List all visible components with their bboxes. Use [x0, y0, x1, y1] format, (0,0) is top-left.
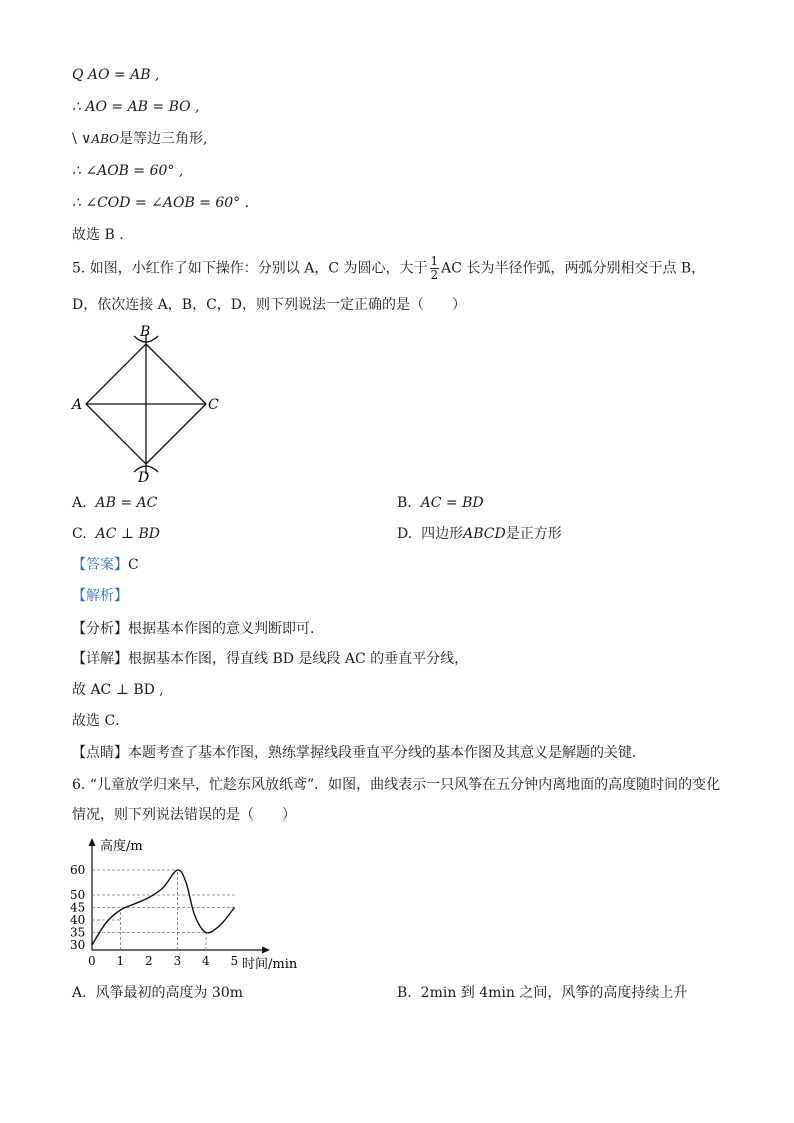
- q6-stem-line-1: 6. “儿童放学归来早，忙趁东风放纸鸢”．如图，曲线表示一只风筝在五分钟内离地面的高度随时间的变化: [72, 777, 721, 793]
- q5-detail: 【详解】根据基本作图，得直线 BD 是线段 AC 的垂直平分线，: [72, 651, 469, 667]
- solution-line-1: Q AO = AB ,: [72, 67, 160, 83]
- solution-line-4: ∴ ∠AOB = 60° ,: [72, 163, 184, 179]
- q5-stem-line-1: 5. 如图，小红作了如下操作：分别以 A，C 为圆心，大于 $\frac{1}{2}$ AC 长为半径作弧，两弧分别相交于点 B，: [72, 254, 706, 282]
- fraction-one-half: $\frac{1}{2}$: [430, 254, 439, 282]
- x-tick-label-3: 3: [173, 954, 182, 968]
- q5-analysis-heading: 【解析】: [72, 588, 128, 604]
- x-tick-label-5: 5: [230, 954, 239, 968]
- q5-rhombus-figure: [68, 322, 228, 487]
- x-tick-label-1: 1: [116, 954, 125, 968]
- label-B: B: [140, 324, 151, 340]
- q6-option-b[interactable]: B. 2min 到 4min 之间，风筝的高度持续上升: [397, 985, 688, 1001]
- q5-stem-line-2: D，依次连接 A，B，C，D，则下列说法一定正确的是（ ）: [72, 297, 467, 313]
- side-cd: [146, 404, 206, 464]
- q5-answer: 【答案】C: [72, 557, 139, 573]
- side-da: [86, 404, 146, 464]
- y-tick-label-50: 50: [70, 888, 86, 902]
- side-ab: [86, 344, 146, 404]
- x-axis-title: 时间/min: [242, 957, 298, 972]
- q5-therefore: 故 AC ⊥ BD ,: [72, 682, 164, 698]
- y-axis-arrow: [89, 838, 96, 846]
- q6-option-a[interactable]: A. 风筝最初的高度为 30m: [72, 985, 244, 1001]
- x-axis-arrow: [262, 947, 270, 954]
- y-tick-label-30: 30: [70, 938, 86, 952]
- q5-option-d[interactable]: D. 四边形ABCD是正方形: [397, 526, 562, 542]
- q5-fenxi: 【分析】根据基本作图的意义判断即可．: [72, 621, 324, 637]
- solution-line-6: 故选 B .: [72, 227, 124, 243]
- q5-option-a[interactable]: A. AB = AC: [72, 495, 158, 511]
- y-tick-label-40: 40: [70, 913, 86, 927]
- q5-option-b[interactable]: B. AC = BD: [397, 495, 484, 511]
- q5-choose: 故选 C．: [72, 713, 130, 729]
- y-tick-label-60: 60: [70, 863, 86, 877]
- x-tick-label-0: 0: [88, 954, 96, 968]
- x-tick-label-4: 4: [202, 954, 210, 968]
- label-D: D: [138, 470, 150, 486]
- y-tick-label-45: 45: [70, 900, 86, 915]
- q6-stem-line-2: 情况，则下列说法错误的是（ ）: [72, 807, 296, 823]
- x-tick-label-2: 2: [145, 954, 153, 968]
- label-A: A: [72, 397, 83, 413]
- solution-line-5: ∴ ∠COD = ∠AOB = 60° .: [72, 195, 250, 211]
- side-bc: [146, 344, 206, 404]
- y-axis-title: 高度/m: [100, 839, 143, 854]
- solution-line-3: \ ∨ABO是等边三角形,: [72, 131, 208, 147]
- y-tick-label-35: 35: [70, 925, 86, 940]
- q6-height-time-chart: [60, 832, 330, 977]
- solution-line-2: ∴ AO = AB = BO ,: [72, 99, 200, 115]
- q5-option-c[interactable]: C. AC ⊥ BD: [72, 526, 160, 542]
- q5-comment: 【点睛】本题考查了基本作图，熟练掌握线段垂直平分线的基本作图及其意义是解题的关键．: [72, 745, 646, 761]
- label-C: C: [208, 397, 219, 413]
